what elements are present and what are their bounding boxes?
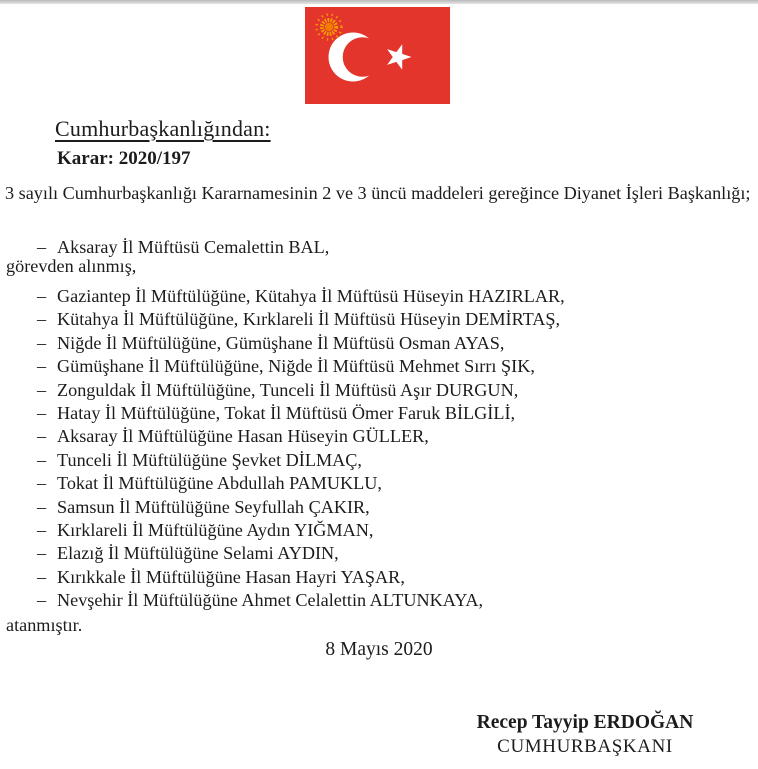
list-item bbox=[0, 285, 755, 308]
list-item-text: Kütahya İl Müftülüğüne, Kırklareli İl Müftüsü Hüseyin DEMİRTAŞ, bbox=[57, 309, 561, 330]
dash-bullet: – bbox=[37, 543, 47, 564]
dash-bullet: – bbox=[37, 449, 47, 470]
list-item bbox=[0, 566, 755, 589]
appointment-closing: atanmıştır. bbox=[6, 615, 83, 635]
flag-image bbox=[305, 7, 450, 104]
dash-bullet: – bbox=[37, 309, 47, 330]
list-item-text: Zonguldak İl Müftülüğüne, Tunceli İl Müftüsü Aşır DURGUN, bbox=[57, 379, 519, 400]
dash-bullet: – bbox=[37, 237, 47, 257]
list-item bbox=[0, 402, 755, 425]
dash-bullet: – bbox=[37, 356, 47, 377]
dash-bullet: – bbox=[37, 473, 47, 494]
list-item-text: Tunceli İl Müftülüğüne Şevket DİLMAÇ, bbox=[57, 449, 362, 470]
signature-block bbox=[450, 709, 720, 757]
decree-date: 8 Mayıs 2020 bbox=[325, 639, 433, 660]
dismissal-closing: görevden alınmış, bbox=[6, 256, 137, 276]
list-item bbox=[0, 355, 755, 378]
dash-bullet: – bbox=[37, 379, 47, 400]
dash-bullet: – bbox=[37, 496, 47, 517]
dash-bullet: – bbox=[37, 332, 47, 353]
list-item bbox=[0, 496, 755, 519]
signature-name: Recep Tayyip ERDOĞAN bbox=[476, 712, 694, 733]
list-item bbox=[0, 449, 755, 472]
signature-title: CUMHURBAŞKANI bbox=[497, 736, 673, 757]
list-item-text: Aksaray İl Müftülüğüne Hasan Hüseyin GÜLLER, bbox=[57, 426, 429, 447]
list-item bbox=[0, 472, 755, 495]
dash-bullet: – bbox=[37, 403, 47, 424]
list-item-text: Nevşehir İl Müftülüğüne Ahmet Celalettin ALTUNKAYA, bbox=[57, 590, 484, 611]
dash-bullet: – bbox=[37, 590, 47, 611]
appointment-list bbox=[0, 285, 755, 613]
list-item-text: Hatay İl Müftülüğüne, Tokat İl Müftüsü Ömer Faruk BİLGİLİ, bbox=[57, 403, 516, 424]
list-item bbox=[0, 425, 755, 448]
issuing-office-header: Cumhurbaşkanlığından: bbox=[55, 116, 271, 141]
list-item bbox=[0, 379, 755, 402]
dash-bullet: – bbox=[37, 286, 47, 306]
list-item-text: Gaziantep İl Müftülüğüne, Kütahya İl Müftüsü Hüseyin HAZIRLAR, bbox=[57, 286, 565, 306]
list-item bbox=[0, 332, 755, 355]
list-item bbox=[0, 542, 755, 565]
list-item-text: Kırklareli İl Müftülüğüne Aydın YIĞMAN, bbox=[57, 520, 374, 541]
list-item bbox=[0, 589, 755, 612]
list-item-text: Gümüşhane İl Müftülüğüne, Niğde İl Müftüsü Mehmet Sırrı ŞIK, bbox=[57, 356, 535, 377]
decision-number: Karar: 2020/197 bbox=[57, 148, 191, 169]
list-item-text: Aksaray İl Müftüsü Cemalettin BAL, bbox=[57, 237, 330, 257]
list-item-text: Tokat İl Müftülüğüne Abdullah PAMUKLU, bbox=[57, 473, 382, 494]
top-edge-divider bbox=[0, 0, 758, 4]
list-item-text: Samsun İl Müftülüğüne Seyfullah ÇAKIR, bbox=[57, 496, 370, 517]
list-item bbox=[0, 308, 755, 331]
list-item-text: Kırıkkale İl Müftülüğüne Hasan Hayri YAŞAR, bbox=[57, 566, 405, 587]
list-item-text: Elazığ İl Müftülüğüne Selami AYDIN, bbox=[57, 543, 339, 564]
list-item-text: Niğde İl Müftülüğüne, Gümüşhane İl Müftüsü Osman AYAS, bbox=[57, 332, 505, 353]
turkish-presidential-flag bbox=[305, 7, 450, 104]
list-item bbox=[0, 519, 755, 542]
dash-bullet: – bbox=[37, 520, 47, 541]
dash-bullet: – bbox=[37, 566, 47, 587]
decree-intro-paragraph: 3 sayılı Cumhurbaşkanlığı Kararnamesinin 2 ve 3 üncü maddeleri gereğince Diyanet İşleri Başkanlığı; bbox=[5, 183, 751, 203]
dash-bullet: – bbox=[37, 426, 47, 447]
